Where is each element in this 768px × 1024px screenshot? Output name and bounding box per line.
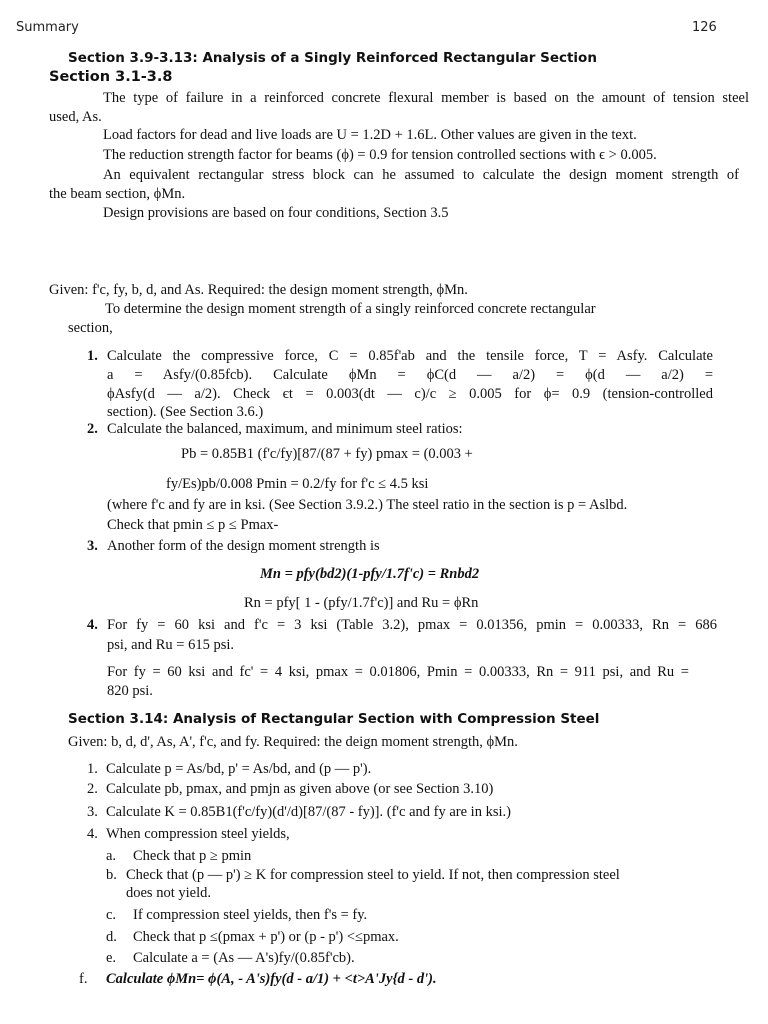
paragraph-line: the beam section, ϕMn.	[49, 186, 186, 202]
given-statement: Given: b, d, d', As, A', f'c, and fy. Required: the deign moment strength, ϕMn.	[68, 734, 518, 750]
step-line: Calculate the compressive force, C = 0.85f'ab and the tensile force, T = Asfy. Calculate	[107, 348, 713, 364]
sublist-letter: d.	[106, 929, 117, 945]
sublist-letter: f.	[79, 971, 88, 987]
list-number: 3.	[87, 804, 98, 820]
paragraph-line: The reduction strength factor for beams (ϕ) = 0.9 for tension controlled sections with ϵ > 0.005.	[103, 147, 657, 163]
step-formula: Pb = 0.85B1 (f'c/fy)[87/(87 + fy) pmax = (0.003 +	[181, 446, 473, 462]
step-line: For fy = 60 ksi and f'c = 3 ksi (Table 3.2), pmax = 0.01356, pmin = 0.00333, Rn = 686	[107, 617, 717, 633]
sublist-letter: c.	[106, 907, 117, 923]
list-number: 1.	[87, 761, 98, 777]
step-line: psi, and Ru = 615 psi.	[107, 637, 235, 653]
list-item: Calculate p = As/bd, p' = As/bd, and (p — p').	[106, 761, 372, 777]
step-line: Another form of the design moment strength is	[107, 538, 380, 554]
equation-rn: Rn = pfy[ 1 - (pfy/1.7f'c)] and Ru = ϕRn	[244, 595, 479, 611]
final-formula: Calculate ϕMn= ϕ(A, - A's)fy(d - a/1) + <t>A'Jy{d - d').	[106, 971, 437, 987]
paragraph-line: Design provisions are based on four conditions, Section 3.5	[103, 205, 449, 221]
page-number: 126	[692, 20, 717, 35]
section-title-singly-reinforced: Section 3.9-3.13: Analysis of a Singly Reinforced Rectangular Section	[68, 50, 597, 66]
paragraph-line: used, As.	[49, 109, 102, 125]
step-line: For fy = 60 ksi and fc' = 4 ksi, pmax = 0.01806, Pmin = 0.00333, Rn = 911 psi, and Ru =	[107, 664, 689, 680]
step-line: ϕAsfy(d — a/2). Check єt = 0.003(dt — c)/c ≥ 0.005 for ϕ= 0.9 (tension-controlled	[107, 386, 713, 402]
sublist-item-continuation: does not yield.	[126, 885, 211, 901]
step-number: 1.	[87, 348, 98, 364]
sublist-item: Check that (p — p') ≥ K for compression steel to yield. If not, then compression steel	[126, 867, 620, 883]
section-title-compression-steel: Section 3.14: Analysis of Rectangular Section with Compression Steel	[68, 711, 600, 727]
intro-line: To determine the design moment strength of a singly reinforced concrete rectangular	[105, 301, 596, 317]
step-line: 820 psi.	[107, 683, 153, 699]
sublist-letter: b.	[106, 867, 117, 883]
step-number: 4.	[87, 617, 98, 633]
paragraph-line: The type of failure in a reinforced concrete flexural member is based on the amount of tension steel	[103, 90, 749, 106]
equation-mn: Mn = pfy(bd2)(1-pfy/1.7f'c) = Rnbd2	[260, 566, 480, 582]
list-item: When compression steel yields,	[106, 826, 290, 842]
intro-line: section,	[68, 320, 113, 336]
step-line: (where f'c and fy are in ksi. (See Section 3.9.2.) The steel ratio in the section is p = Aslbd.	[107, 497, 628, 513]
section-subtitle: Section 3.1-3.8	[49, 69, 173, 85]
paragraph-line: An equivalent rectangular stress block can he assumed to calculate the design moment strength of	[103, 167, 739, 183]
sublist-item: Check that p ≥ pmin	[133, 848, 252, 864]
step-number: 3.	[87, 538, 98, 554]
sublist-letter: a.	[106, 848, 117, 864]
step-line: Check that pmin ≤ p ≤ Pmax-	[107, 517, 279, 533]
paragraph-line: Load factors for dead and live loads are U = 1.2D + 1.6L. Other values are given in the text.	[103, 127, 637, 143]
sublist-letter: e.	[106, 950, 117, 966]
running-header: Summary	[16, 20, 79, 35]
list-number: 2.	[87, 781, 98, 797]
sublist-item: Check that p ≤(pmax + p') or (p - p') <≤pmax.	[133, 929, 399, 945]
sublist-item: Calculate a = (As — A's)fy/(0.85f'cb).	[133, 950, 355, 966]
list-item: Calculate pb, pmax, and pmjn as given above (or see Section 3.10)	[106, 781, 494, 797]
step-line: section). (See Section 3.6.)	[107, 404, 264, 420]
list-item: Calculate K = 0.85B1(f'c/fy)(d'/d)[87/(87 - fy)]. (f'c and fy are in ksi.)	[106, 804, 511, 820]
given-statement: Given: f'c, fy, b, d, and As. Required: the design moment strength, ϕMn.	[49, 282, 468, 298]
step-number: 2.	[87, 421, 98, 437]
step-formula: fy/Es)pb/0.008 Pmin = 0.2/fy for f'c ≤ 4.5 ksi	[166, 476, 429, 492]
list-number: 4.	[87, 826, 98, 842]
sublist-item: If compression steel yields, then f's = fy.	[133, 907, 368, 923]
step-line: a = Asfy/(0.85fcb). Calculate ϕMn = ϕC(d — a/2) = ϕ(d — a/2) =	[107, 367, 713, 383]
step-line: Calculate the balanced, maximum, and minimum steel ratios:	[107, 421, 463, 437]
